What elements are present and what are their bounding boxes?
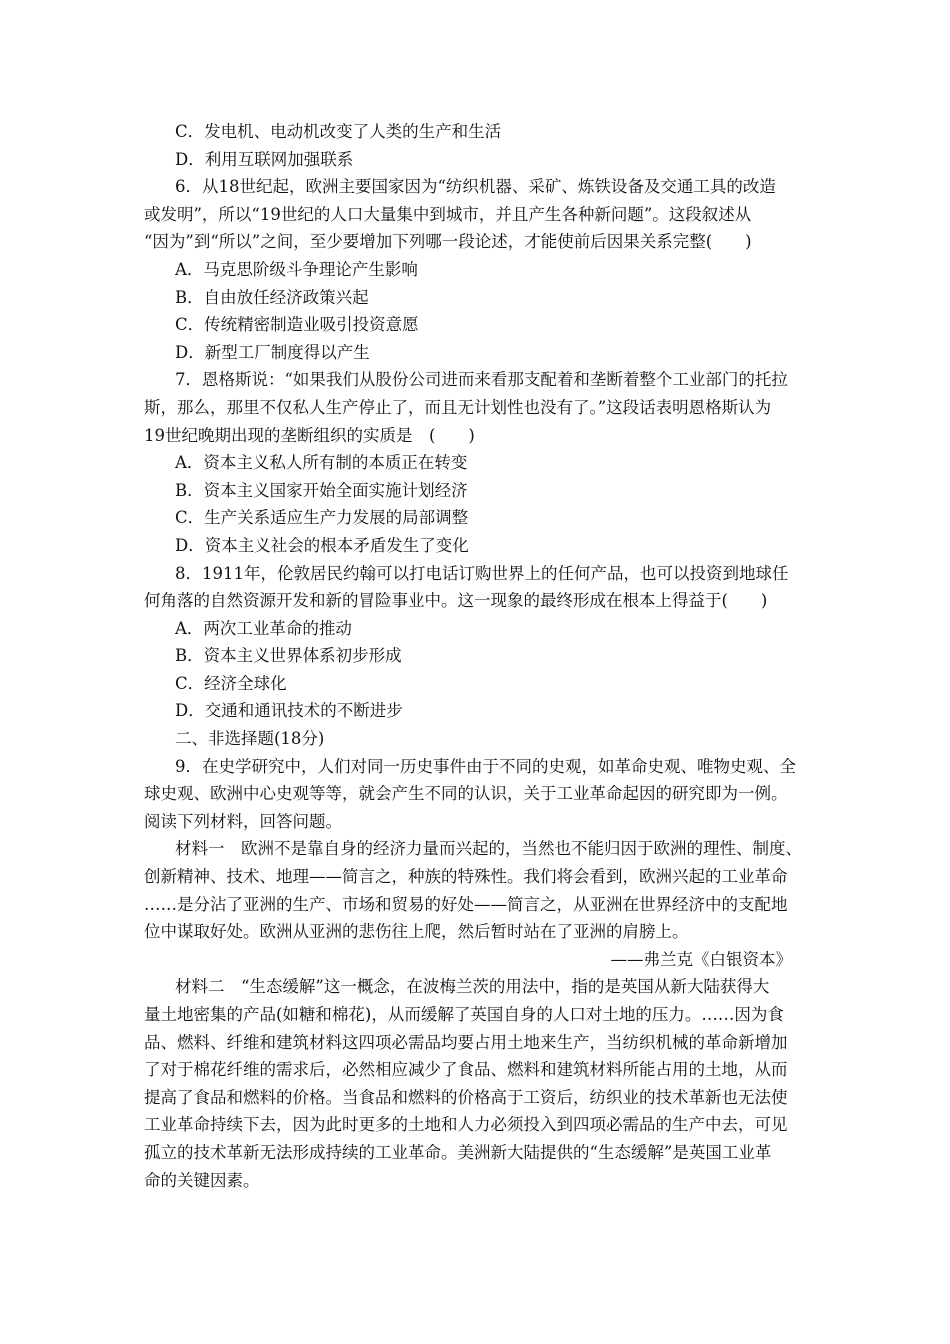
question-9 xyxy=(144,753,806,836)
question-7 xyxy=(144,366,806,559)
q5-option-d: D．利用互联网加强联系 xyxy=(175,149,354,169)
q6-stem-line-3: “因为”到“所以”之间，至少要增加下列哪一段论述，才能使前后因果关系完整( ) xyxy=(144,232,752,252)
q6-stem-line-2: 或发明”，所以“19世纪的人口大量集中到城市，并且产生各种新问题”。这段叙述从 xyxy=(144,204,752,224)
q8-option-d: D．交通和通讯技术的不断进步 xyxy=(175,701,403,721)
material-1-line-3: ……是分沾了亚洲的生产、市场和贸易的好处——简言之，从亚洲在世界经济中的支配地 xyxy=(144,894,788,914)
q7-option-d: D．资本主义社会的根本矛盾发生了变化 xyxy=(175,535,469,555)
q6-stem-line-1: 6．从18世纪起，欧洲主要国家因为“纺织机器、采矿、炼铁设备及交通工具的改造 xyxy=(175,177,776,197)
material-2-line-5: 提高了食品和燃料的价格。当食品和燃料的价格高于工资后，纺织业的技术革新也无法使 xyxy=(144,1087,788,1107)
q9-stem-line-1: 9．在史学研究中，人们对同一历史事件由于不同的史观，如革命史观、唯物史观、全 xyxy=(175,756,796,776)
material-2-line-1: 材料二 “生态缓解”这一概念，在波梅兰茨的用法中，指的是英国从新大陆获得大 xyxy=(175,977,770,997)
q7-option-b: B．资本主义国家开始全面实施计划经济 xyxy=(175,480,468,500)
q6-option-c: C．传统精密制造业吸引投资意愿 xyxy=(175,315,419,335)
q7-option-c: C．生产关系适应生产力发展的局部调整 xyxy=(175,508,469,528)
q5-option-c: C．发电机、电动机改变了人类的生产和生活 xyxy=(175,122,502,141)
q8-option-a: A．两次工业革命的推动 xyxy=(175,618,352,638)
q7-stem-line-3: 19世纪晚期出现的垄断组织的实质是 ( ) xyxy=(144,425,475,445)
section-heading: 二、非选择题(18分) xyxy=(175,729,325,749)
material-1 xyxy=(144,835,806,973)
q6-option-d: D．新型工厂制度得以产生 xyxy=(175,342,370,362)
material-1-source: ——弗兰克《白银资本》 xyxy=(610,949,792,969)
q9-stem-line-3: 阅读下列材料，回答问题。 xyxy=(144,811,342,831)
q8-option-b: B．资本主义世界体系初步形成 xyxy=(175,646,402,666)
material-2-line-6: 工业革命持续下去，因为此时更多的土地和人力必须投入到四项必需品的生产中去，可见 xyxy=(144,1115,788,1135)
q6-option-a: A．马克思阶级斗争理论产生影响 xyxy=(175,259,418,279)
question-5-options xyxy=(144,118,806,173)
q8-stem-line-1: 8．1911年，伦敦居民约翰可以打电话订购世界上的任何产品，也可以投资到地球任 xyxy=(175,563,789,583)
q7-stem-line-1: 7．恩格斯说：“如果我们从股份公司进而来看那支配着和垄断着整个工业部门的托拉 xyxy=(175,370,788,390)
q8-stem-line-2: 何角落的自然资源开发和新的冒险事业中。这一现象的最终形成在根本上得益于( ) xyxy=(144,591,768,611)
question-6 xyxy=(144,173,806,366)
q6-option-b: B．自由放任经济政策兴起 xyxy=(175,287,369,307)
q7-stem-line-2: 斯，那么，那里不仅私人生产停止了，而且无计划性也没有了。”这段话表明恩格斯认为 xyxy=(144,397,772,417)
q8-option-c: C．经济全球化 xyxy=(175,673,287,693)
material-2-line-3: 品、燃料、纤维和建筑材料这四项必需品均要占用土地来生产，当纺织机械的革命新增加 xyxy=(144,1032,788,1052)
material-1-line-1: 材料一 欧洲不是靠自身的经济力量而兴起的，当然也不能归因于欧洲的理性、制度、 xyxy=(175,839,802,859)
question-8 xyxy=(144,560,806,726)
material-2-line-4: 了对于棉花纤维的需求后，必然相应减少了食品、燃料和建筑材料所能占用的土地，从而 xyxy=(144,1060,788,1080)
material-2-line-2: 量土地密集的产品(如糖和棉花)，从而缓解了英国自身的人口对土地的压力。……因为食 xyxy=(144,1005,784,1024)
material-1-line-4: 位中谋取好处。欧洲从亚洲的悲伤往上爬，然后暂时站在了亚洲的肩膀上。 xyxy=(144,922,689,942)
material-2-line-7: 孤立的技术革新无法形成持续的工业革命。美洲新大陆提供的“生态缓解”是英国工业革 xyxy=(144,1142,772,1162)
material-2 xyxy=(144,973,806,1194)
material-1-line-2: 创新精神、技术、地理——简言之，种族的特殊性。我们将会看到，欧洲兴起的工业革命 xyxy=(144,867,788,887)
material-2-line-8: 命的关键因素。 xyxy=(144,1170,260,1190)
q9-stem-line-2: 球史观、欧洲中心史观等等，就会产生不同的认识，关于工业革命起因的研究即为一例。 xyxy=(144,784,788,804)
q7-option-a: A．资本主义私人所有制的本质正在转变 xyxy=(175,453,468,473)
